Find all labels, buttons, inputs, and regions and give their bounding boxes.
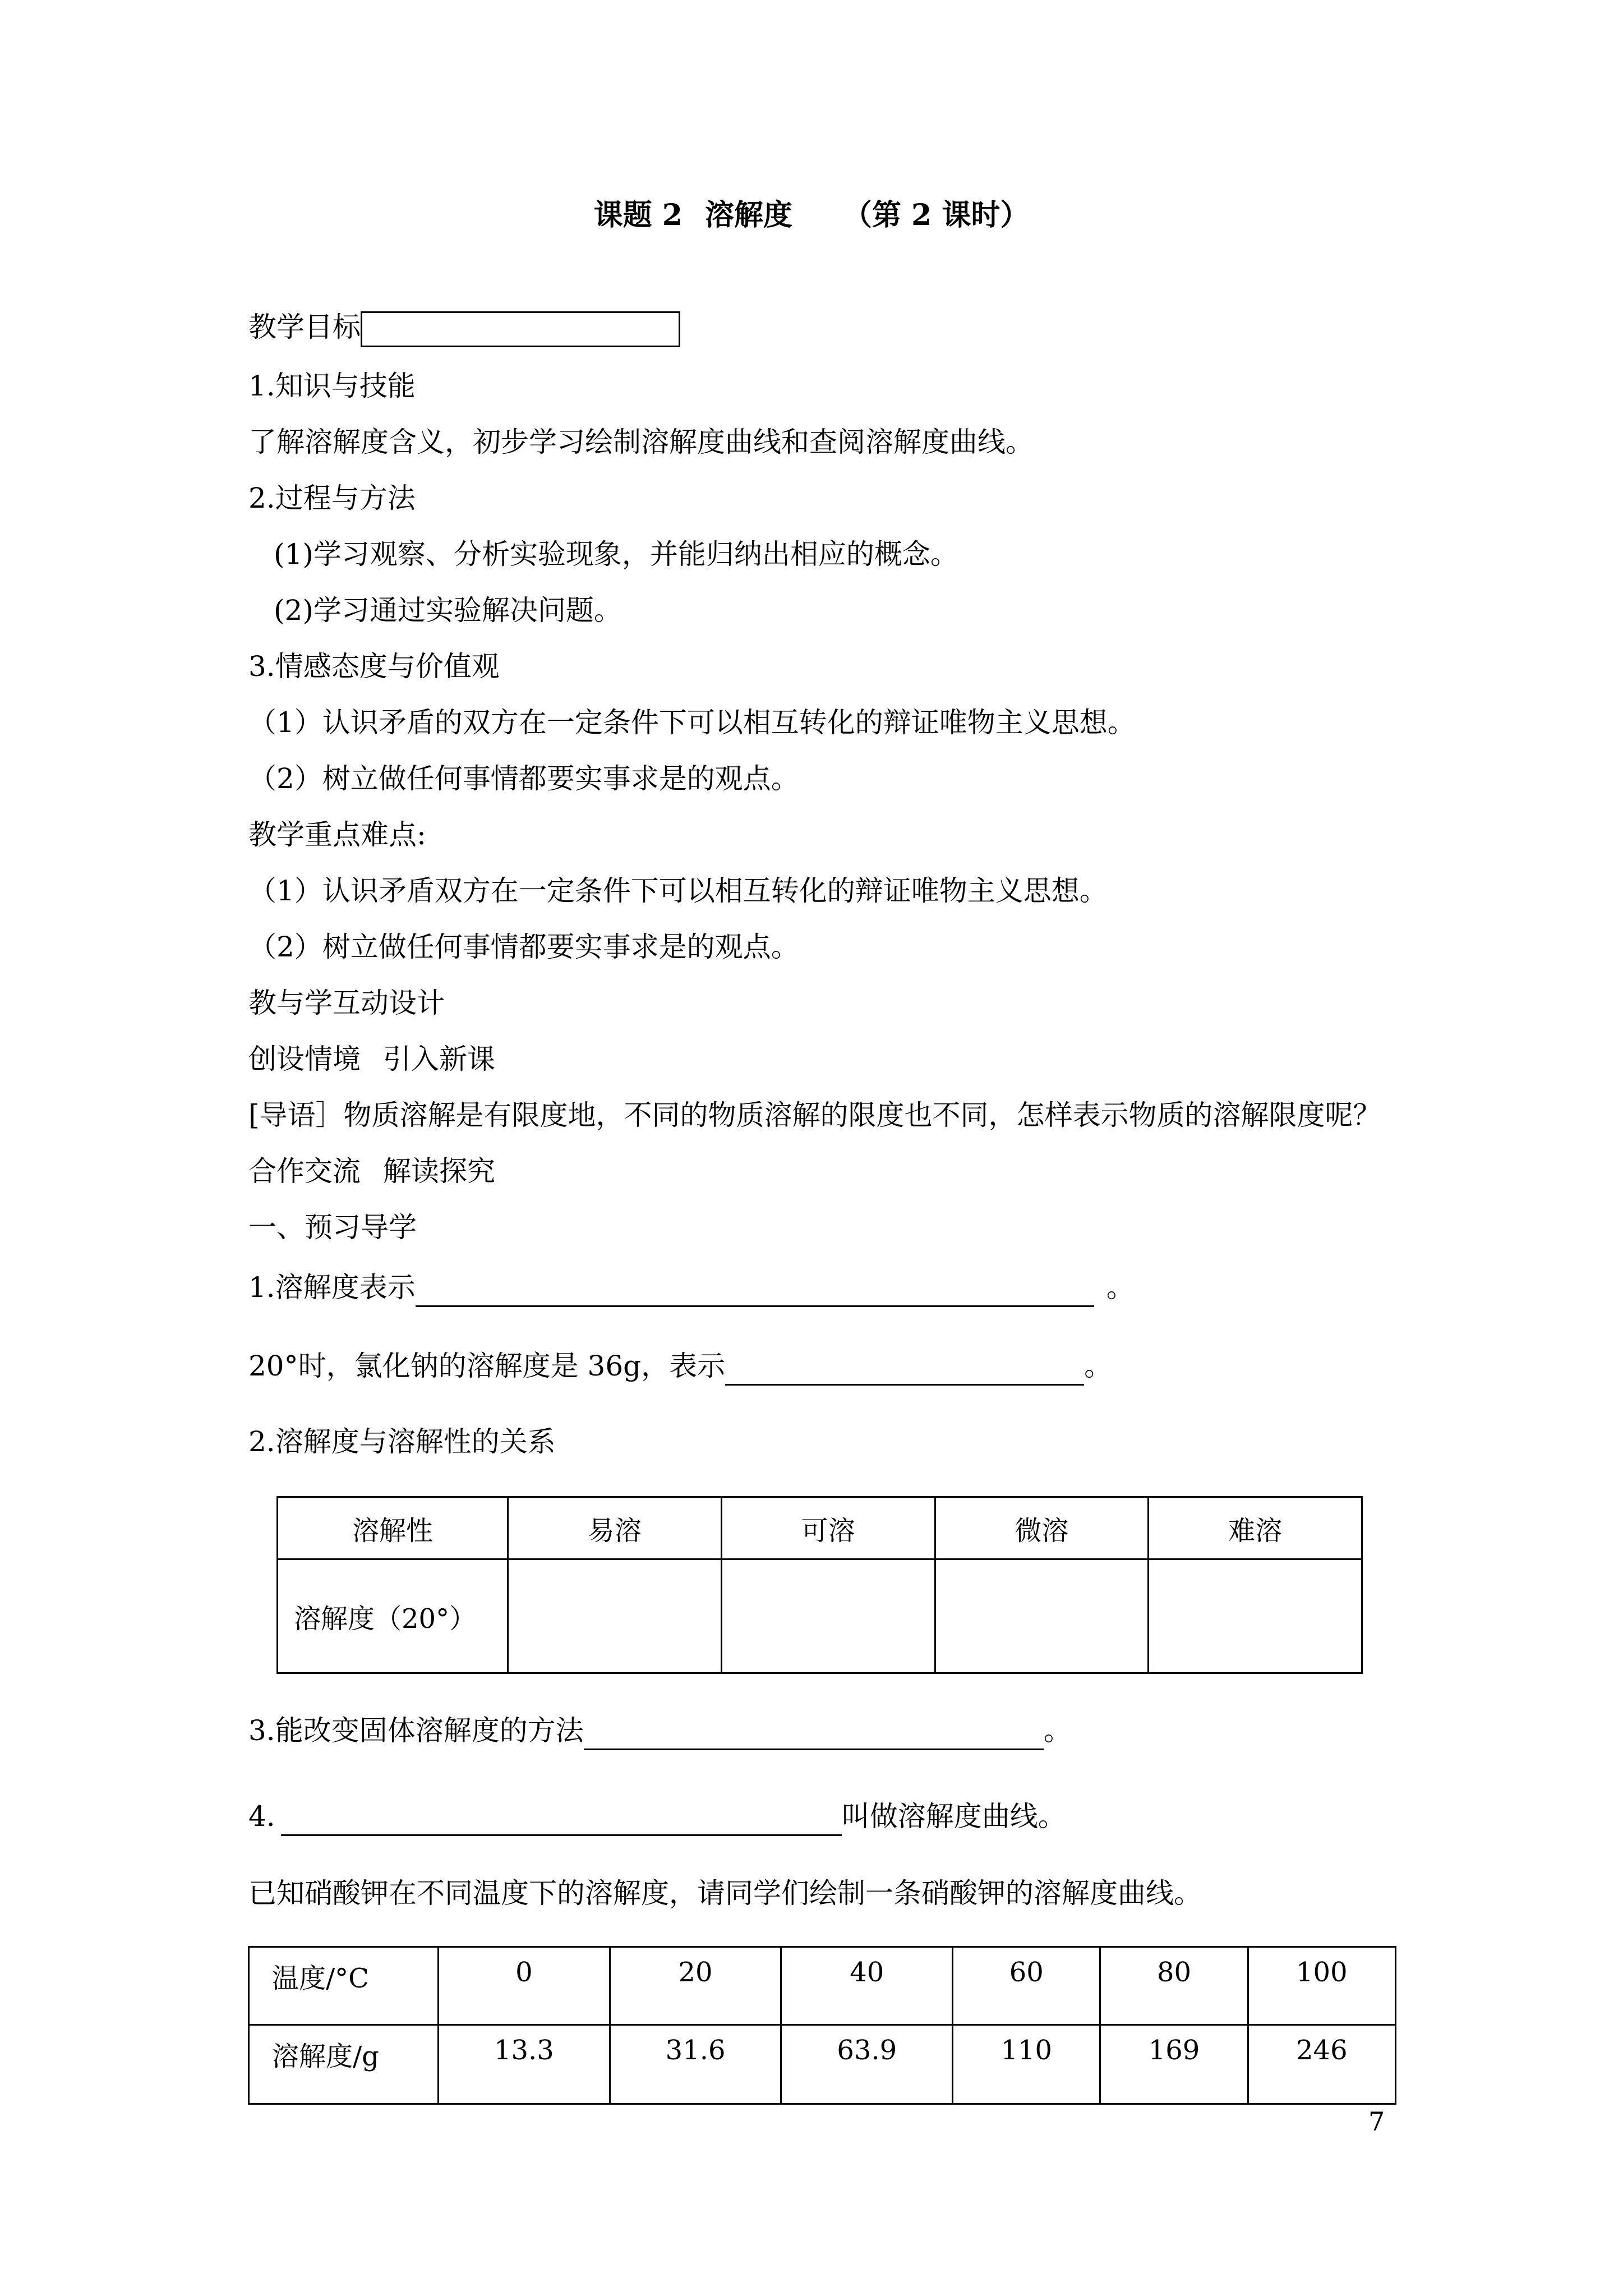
- question-4-blank[interactable]: [281, 1803, 842, 1836]
- knowledge-heading: 1.知识与技能: [248, 370, 416, 402]
- table-cell: 可溶: [721, 1497, 935, 1559]
- table-cell: 20: [610, 1947, 781, 2025]
- question-1b: [248, 1346, 1112, 1386]
- preview-heading: 一、预习导学: [248, 1211, 417, 1244]
- question-4-text: 4.: [248, 1800, 275, 1833]
- table-cell: 169: [1100, 2025, 1248, 2104]
- table-cell: 温度/°C: [249, 1947, 439, 2025]
- process-item-2: (2)学习通过实验解决问题。: [274, 594, 622, 627]
- intro-heading: [248, 1039, 495, 1079]
- knowledge-text: 了解溶解度含义，初步学习绘制溶解度曲线和查阅溶解度曲线。: [248, 426, 1034, 458]
- intro-part-2: 引入新课: [383, 1043, 495, 1075]
- table-cell: 31.6: [610, 2025, 781, 2104]
- question-2: 2.溶解度与溶解性的关系: [248, 1425, 556, 1458]
- known-text: 已知硝酸钾在不同温度下的溶解度，请同学们绘制一条硝酸钾的溶解度曲线。: [248, 1877, 1202, 1910]
- table-cell-blank[interactable]: [508, 1559, 722, 1673]
- objectives-label: 教学目标: [248, 311, 361, 343]
- table-cell: 13.3: [439, 2025, 610, 2104]
- table-cell: 易溶: [508, 1497, 722, 1559]
- focus-heading: 教学重点难点:: [248, 818, 426, 851]
- table-cell: 100: [1248, 1947, 1395, 2025]
- coop-part-2: 解读探究: [383, 1155, 495, 1188]
- question-1-end: 。: [1106, 1271, 1135, 1304]
- table-cell: 溶解度（20°）: [278, 1559, 508, 1673]
- values-heading: 3.情感态度与价值观: [248, 650, 500, 683]
- question-1-text: 1.溶解度表示: [248, 1271, 416, 1304]
- question-3-blank[interactable]: [584, 1717, 1044, 1750]
- table-cell: 难溶: [1149, 1497, 1362, 1559]
- page-number: 7: [1368, 2106, 1385, 2137]
- table-cell: 溶解性: [278, 1497, 508, 1559]
- table-row: [278, 1497, 1362, 1559]
- table-row: [278, 1559, 1362, 1673]
- focus-item-1: （1）认识矛盾双方在一定条件下可以相互转化的辩证唯物主义思想。: [248, 875, 1108, 907]
- title-topic: 溶解度: [704, 198, 792, 232]
- table-cell-blank[interactable]: [935, 1559, 1149, 1673]
- title-period: （第 2 课时）: [842, 198, 1030, 232]
- coop-part-1: 合作交流: [248, 1155, 361, 1188]
- objectives-heading: [248, 307, 680, 347]
- focus-item-2: （2）树立做任何事情都要实事求是的观点。: [248, 931, 799, 963]
- question-1: [248, 1268, 1135, 1307]
- question-3-text: 3.能改变固体溶解度的方法: [248, 1714, 584, 1747]
- question-4: [248, 1797, 1066, 1836]
- intro-part-1: 创设情境: [248, 1043, 361, 1075]
- table-cell-blank[interactable]: [1149, 1559, 1362, 1673]
- question-1b-end: 。: [1084, 1350, 1113, 1382]
- table-row: [249, 2025, 1396, 2104]
- table-cell: 溶解度/g: [249, 2025, 439, 2104]
- process-heading: 2.过程与方法: [248, 482, 416, 514]
- table-cell: 60: [953, 1947, 1100, 2025]
- table-cell: 微溶: [935, 1497, 1149, 1559]
- question-1-blank[interactable]: [416, 1274, 1094, 1307]
- coop-heading: [248, 1152, 495, 1191]
- table-cell: 246: [1248, 2025, 1395, 2104]
- design-heading: 教与学互动设计: [248, 987, 445, 1019]
- table-cell: 110: [953, 2025, 1100, 2104]
- table-cell: 63.9: [781, 2025, 953, 2104]
- guide-text: [导语］物质溶解是有限度地，不同的物质溶解的限度也不同，怎样表示物质的溶解限度呢？: [248, 1099, 1381, 1131]
- kno3-solubility-table: [248, 1946, 1396, 2105]
- table-cell: 0: [439, 1947, 610, 2025]
- question-3-end: 。: [1043, 1714, 1072, 1747]
- table-row: [249, 1947, 1396, 2025]
- table-cell-blank[interactable]: [721, 1559, 935, 1673]
- title-lesson: 课题 2: [593, 198, 683, 232]
- question-3: [248, 1711, 1072, 1750]
- question-1b-text: 20°时，氯化钠的溶解度是 36g，表示: [248, 1350, 726, 1382]
- question-4-end: 叫做溶解度曲线。: [841, 1800, 1066, 1833]
- solubility-class-table: [276, 1496, 1363, 1674]
- process-item-1: (1)学习观察、分析实验现象，并能归纳出相应的概念。: [274, 538, 958, 570]
- question-1b-blank[interactable]: [725, 1352, 1084, 1386]
- values-item-2: （2）树立做任何事情都要实事求是的观点。: [248, 762, 799, 795]
- table-cell: 80: [1100, 1947, 1248, 2025]
- values-item-1: （1）认识矛盾的双方在一定条件下可以相互转化的辩证唯物主义思想。: [248, 706, 1136, 739]
- objectives-box: [361, 311, 680, 347]
- table-cell: 40: [781, 1947, 953, 2025]
- page-title: [0, 195, 1623, 236]
